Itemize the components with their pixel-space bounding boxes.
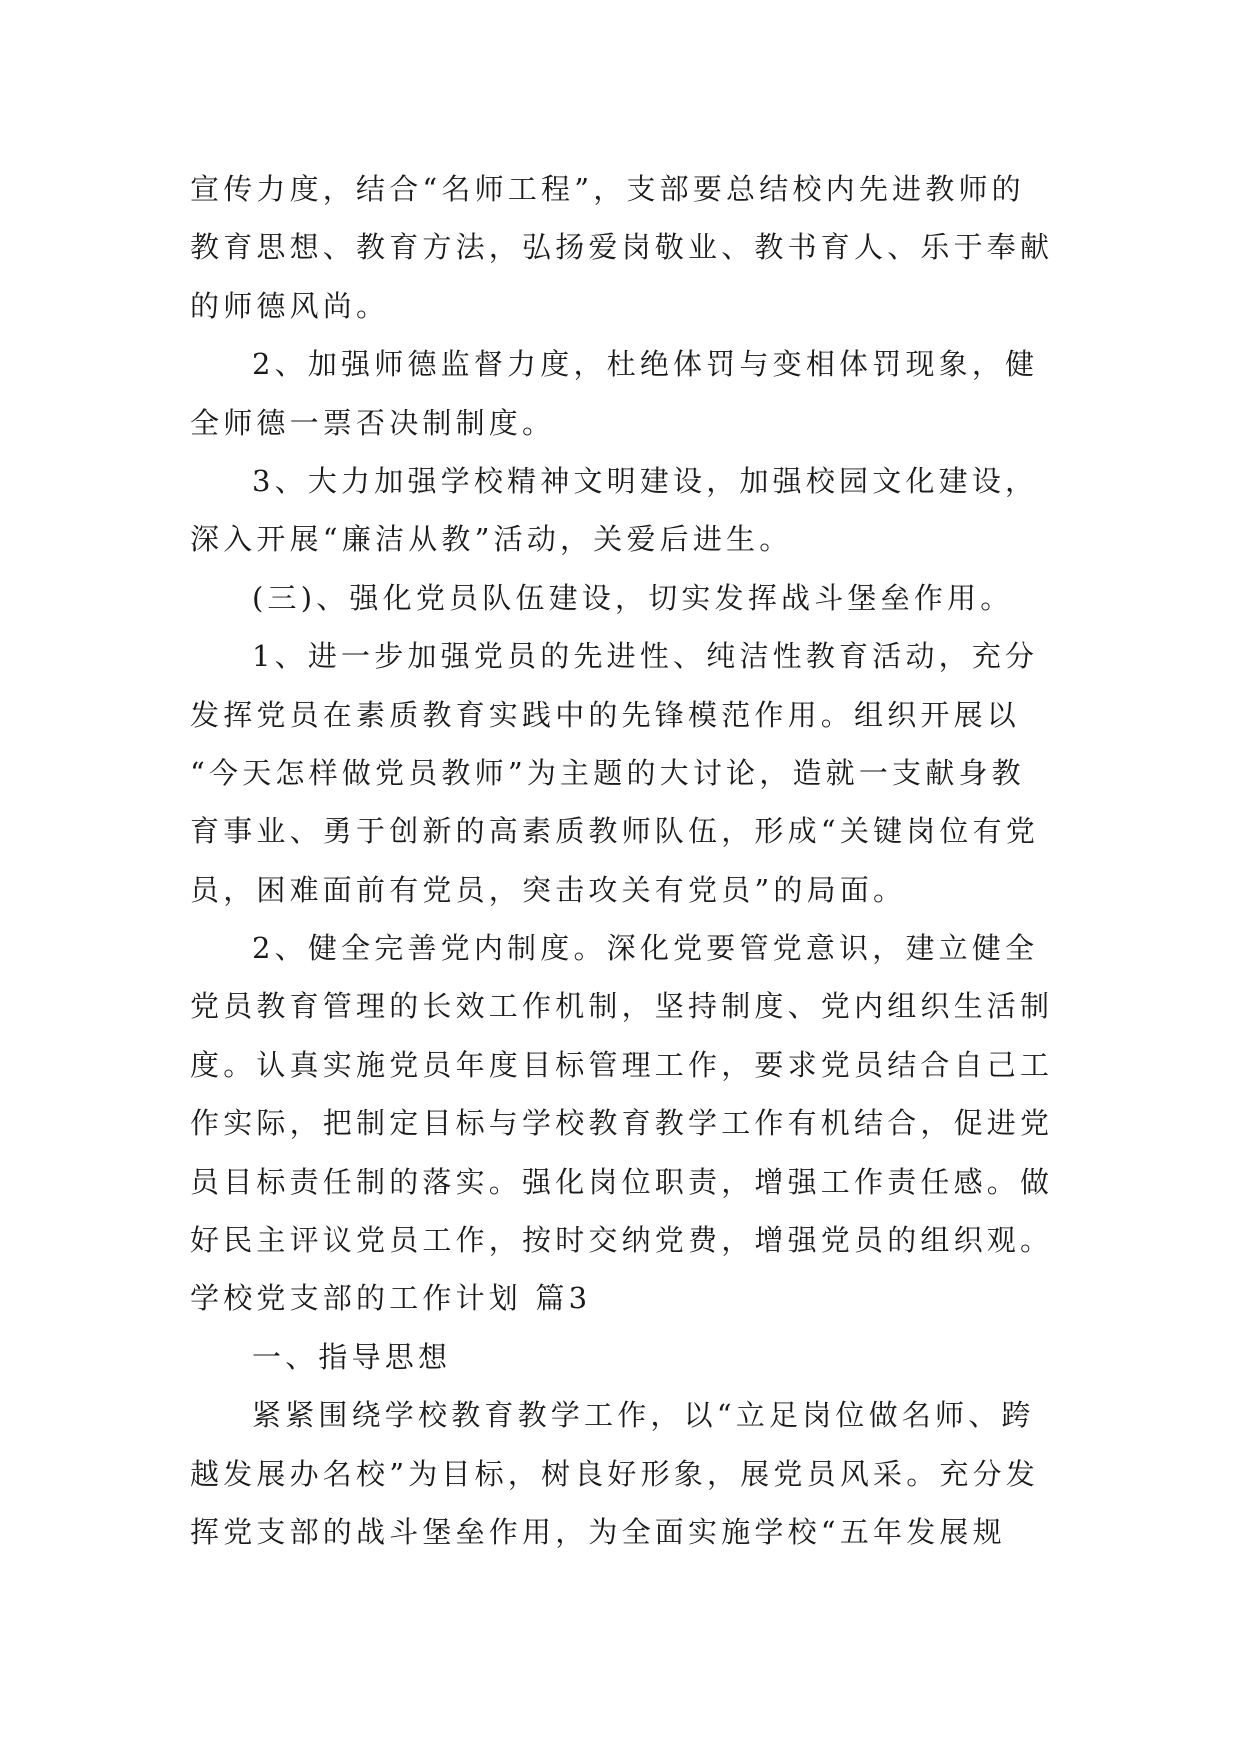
text-line: 2、健全完善党内制度。深化党要管党意识，建立健全 [252,931,1039,966]
text-line: 员目标责任制的落实。强化岗位职责，增强工作责任感。做 [190,1164,1054,1199]
document-body [190,160,1054,1561]
text-line: 作实际，把制定目标与学校教育教学工作有机结合，促进党 [190,1106,1054,1141]
text-line: 1、进一步加强党员的先进性、纯洁性教育活动，充分 [252,639,1039,674]
text-line: 好民主评议党员工作，按时交纳党费，增强党员的组织观。 [190,1223,1054,1258]
text-line: 党员教育管理的长效工作机制，坚持制度、党内组织生活制 [190,989,1054,1024]
text-line: 学校党支部的工作计划 篇3 [190,1281,592,1316]
text-line: 越发展办名校”为目标，树良好形象，展党员风采。充分发 [190,1456,1040,1491]
text-line: 度。认真实施党员年度目标管理工作，要求党员结合自己工 [190,1047,1054,1082]
text-line: 育事业、勇于创新的高素质教师队伍，形成“关键岗位有党 [190,814,1040,849]
text-line: (三)、强化党员队伍建设，切实发挥战斗堡垒作用。 [252,580,1014,615]
text-line: 挥党支部的战斗堡垒作用，为全面实施学校“五年发展规 [190,1514,1006,1549]
text-line: 宣传力度，结合“名师工程”，支部要总结校内先进教师的 [190,172,1025,206]
text-line: 发挥党员在素质教育实践中的先锋模范作用。组织开展以 [190,697,1021,732]
text-line: 全师德一票否决制制度。 [190,405,556,440]
text-line: 的师德风尚。 [190,288,390,323]
text-line: 深入开展“廉洁从教”活动，关爱后进生。 [190,522,793,557]
text-line: 员，困难面前有党员，突击攻关有党员”的局面。 [190,872,907,907]
text-line: 教育思想、教育方法，弘扬爱岗敬业、教书育人、乐于奉献 [190,230,1054,265]
text-line: 2、加强师德监督力度，杜绝体罚与变相体罚现象，健 [252,347,1039,382]
text-line: 紧紧围绕学校教育教学工作，以“立足岗位做名师、跨 [252,1398,1035,1433]
text-line: 一、指导思想 [252,1339,452,1374]
text-line: “今天怎样做党员教师”为主题的大讨论，造就一支献身教 [190,755,1025,790]
text-line: 3、大力加强学校精神文明建设，加强校园文化建设， [252,463,1039,498]
